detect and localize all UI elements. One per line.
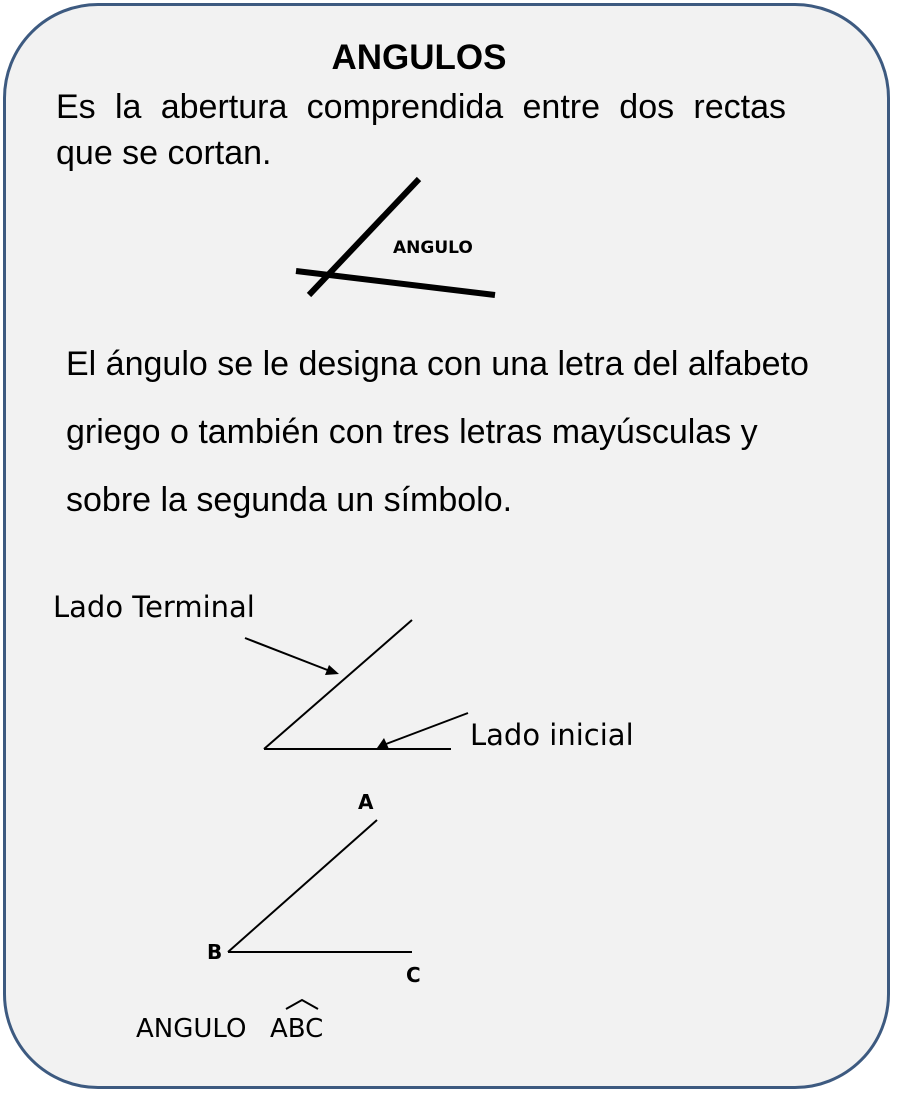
- figure1-angle-label: ANGULO: [393, 238, 473, 258]
- initial-side-label: Lado inicial: [470, 718, 634, 752]
- figure2-initial-arrow: [386, 713, 468, 744]
- vertex-c-label: C: [406, 963, 421, 987]
- figure1-line-flat: [296, 271, 495, 295]
- vertex-a-label: A: [358, 790, 374, 814]
- definition-text: Es la abertura comprendida entre dos rectas que se cortan.: [56, 88, 786, 172]
- angle-caption: ANGULO: [136, 1014, 247, 1044]
- page-title: ANGULOS: [331, 38, 507, 77]
- vertex-b-label: B: [207, 940, 223, 964]
- figure2-terminal-arrow: [245, 638, 330, 671]
- figure2-terminal-arrowhead: [325, 665, 339, 675]
- angle-notation: ABC: [270, 1014, 324, 1044]
- designation-text: El ángulo se le designa con una letra del alfabeto griego o también con tres letras mayúsculas y sobre la segunda un símbolo.: [66, 345, 809, 519]
- figure2-terminal-side: [264, 620, 412, 749]
- terminal-side-label: Lado Terminal: [53, 590, 255, 624]
- figure3-side-ba: [228, 820, 377, 952]
- angle-symbol-icon: [286, 1000, 318, 1009]
